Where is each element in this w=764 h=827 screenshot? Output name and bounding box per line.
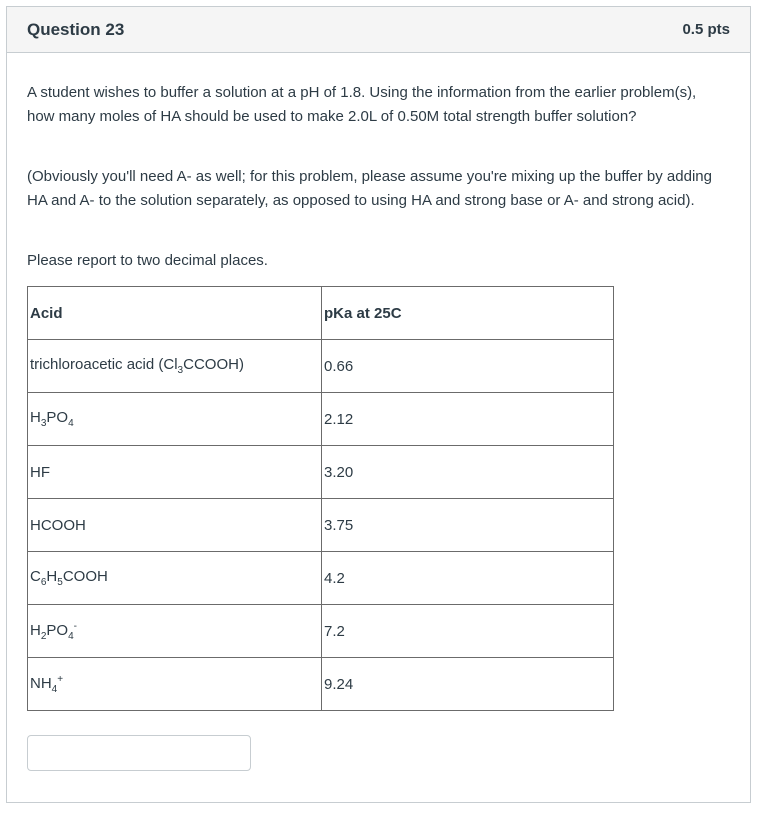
pka-cell: 3.20: [322, 446, 614, 499]
question-card: [6, 6, 751, 803]
table-row: [28, 552, 614, 605]
question-points: 0.5 pts: [682, 21, 730, 38]
table-row: [28, 446, 614, 499]
acid-cell: $C_6H_5COOH$: [28, 552, 322, 605]
acid-cell: $H_2PO_4^-$: [28, 605, 322, 658]
acid-cell: HCOOH: [28, 499, 322, 552]
table-row: [28, 393, 614, 446]
question-header: [7, 7, 750, 53]
table-row: [28, 658, 614, 711]
pka-cell: 2.12: [322, 393, 614, 446]
acid-cell: $NH_4^+$: [28, 658, 322, 711]
table-header-row: [28, 287, 614, 340]
table-row: [28, 340, 614, 393]
table-row: [28, 499, 614, 552]
acid-cell: HF: [28, 446, 322, 499]
question-instruction: Please report to two decimal places.: [27, 252, 268, 269]
answer-input[interactable]: [27, 735, 251, 771]
question-note: (Obviously you'll need A- as well; for this problem, please assume you're mixing up the buffer by adding HA and A- to the solution separately, as opposed to using HA and strong base or A- and strong acid).: [27, 168, 712, 209]
pka-cell: 4.2: [322, 552, 614, 605]
question-text: A student wishes to buffer a solution at a pH of 1.8. Using the information from the earlier problem(s), how many moles of HA should be used to make 2.0L of 0.50M total strength buffer solution?: [27, 84, 697, 125]
acid-column-header: Acid: [28, 287, 322, 340]
acid-cell: $H_3PO_4$: [28, 393, 322, 446]
acid-cell: trichloroacetic acid $(Cl_3CCOOH)$: [28, 340, 322, 393]
question-title: Question 23: [27, 19, 125, 39]
pka-column-header: pKa at 25C: [322, 287, 614, 340]
pka-cell: 0.66: [322, 340, 614, 393]
pka-cell: 9.24: [322, 658, 614, 711]
pka-cell: 3.75: [322, 499, 614, 552]
pka-cell: 7.2: [322, 605, 614, 658]
table-row: [28, 605, 614, 658]
pka-table: [27, 286, 614, 711]
